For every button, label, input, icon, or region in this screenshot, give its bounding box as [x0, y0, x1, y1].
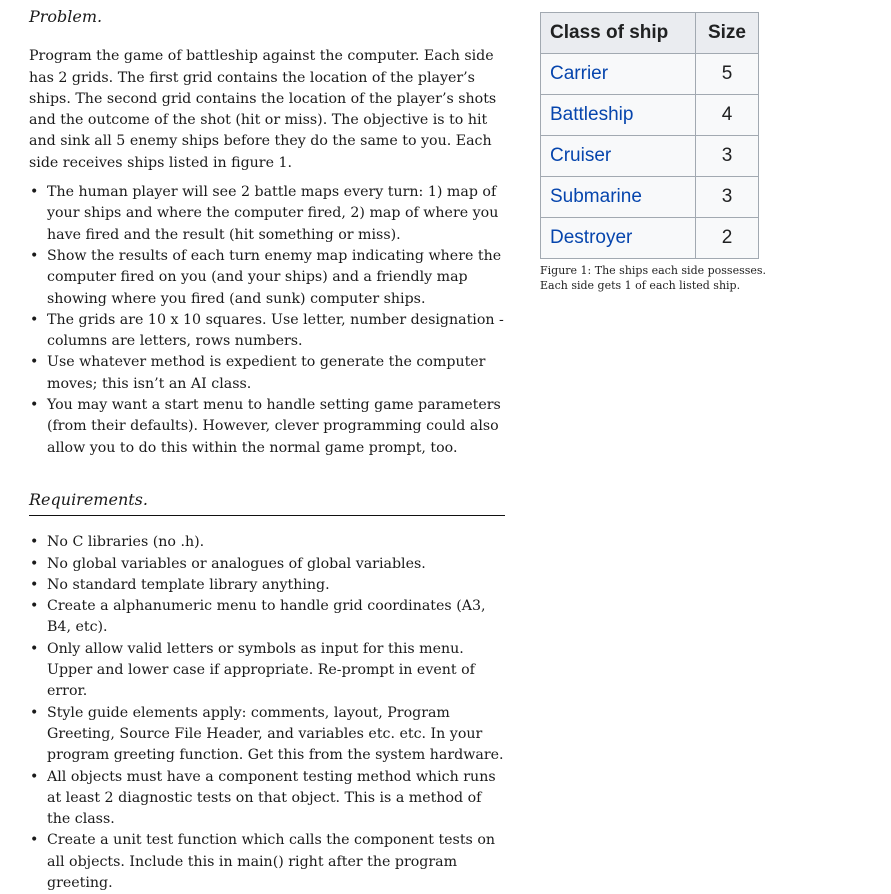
- table-row: [541, 54, 759, 95]
- ship-link[interactable]: Carrier: [541, 54, 696, 95]
- requirements-heading: Requirements.: [29, 489, 505, 516]
- problem-heading: Problem.: [29, 7, 103, 26]
- ships-table: [540, 12, 759, 259]
- list-item: • The grids are 10 x 10 squares. Use letter, number designation - columns are letters, rows numbers.: [29, 310, 505, 353]
- column-header-class: Class of ship: [541, 13, 696, 54]
- problem-intro: Program the game of battleship against the computer. Each side has 2 grids. The first grid contains the location of the player’s ships. The second grid contains the location of the player’s shots and the outcome of the shot (hit or miss). The objective is to hit and sink all 5 enemy ships before they do the same to you. Each side receives ships listed in figure 1.: [29, 48, 497, 171]
- column-header-size: Size: [696, 13, 759, 54]
- list-item: • The human player will see 2 battle maps every turn: 1) map of your ships and where the computer fired, 2) map of where you have fired and the result (hit something or miss).: [29, 182, 505, 246]
- figure-caption: Figure 1: The ships each side possesses. Each side gets 1 of each listed ship.: [540, 264, 767, 292]
- list-item: • No standard template library anything.: [29, 575, 505, 596]
- table-row: [541, 95, 759, 136]
- list-item: • Style guide elements apply: comments, layout, Program Greeting, Source File Header, and variables etc. etc. In your program greeting function. Get this from the system hardware.: [29, 703, 505, 767]
- ship-link[interactable]: Battleship: [541, 95, 696, 136]
- table-header-row: [541, 13, 759, 54]
- table-row: [541, 218, 759, 259]
- ship-size: 5: [696, 54, 759, 95]
- table-row: [541, 177, 759, 218]
- list-item: • You may want a start menu to handle setting game parameters (from their defaults). However, clever programming could also allow you to do this within the normal game prompt, too.: [29, 395, 505, 459]
- list-item: • Show the results of each turn enemy map indicating where the computer fired on you (and your ships) and a friendly map showing where you fired (and sunk) computer ships.: [29, 246, 505, 310]
- ships-figure: [540, 12, 770, 293]
- ship-link[interactable]: Submarine: [541, 177, 696, 218]
- list-item: • Use whatever method is expedient to generate the computer moves; this isn’t an AI class.: [29, 352, 505, 395]
- problem-list: [29, 182, 505, 459]
- list-item: • No C libraries (no .h).: [29, 532, 505, 553]
- list-item: • Only allow valid letters or symbols as input for this menu. Upper and lower case if appropriate. Re-prompt in event of error.: [29, 639, 505, 703]
- list-item: • Create a unit test function which calls the component tests on all objects. Include this in main() right after the program greeting.: [29, 830, 505, 894]
- list-item: • No global variables or analogues of global variables.: [29, 554, 505, 575]
- ship-size: 2: [696, 218, 759, 259]
- ship-size: 3: [696, 136, 759, 177]
- list-item: • Create a alphanumeric menu to handle grid coordinates (A3, B4, etc).: [29, 596, 505, 639]
- ship-size: 3: [696, 177, 759, 218]
- document-body: [29, 6, 505, 894]
- ship-link[interactable]: Cruiser: [541, 136, 696, 177]
- table-row: [541, 136, 759, 177]
- ship-size: 4: [696, 95, 759, 136]
- ship-link[interactable]: Destroyer: [541, 218, 696, 259]
- requirements-list: [29, 532, 505, 894]
- list-item: • All objects must have a component testing method which runs at least 2 diagnostic tests on that object. This is a method of the class.: [29, 767, 505, 831]
